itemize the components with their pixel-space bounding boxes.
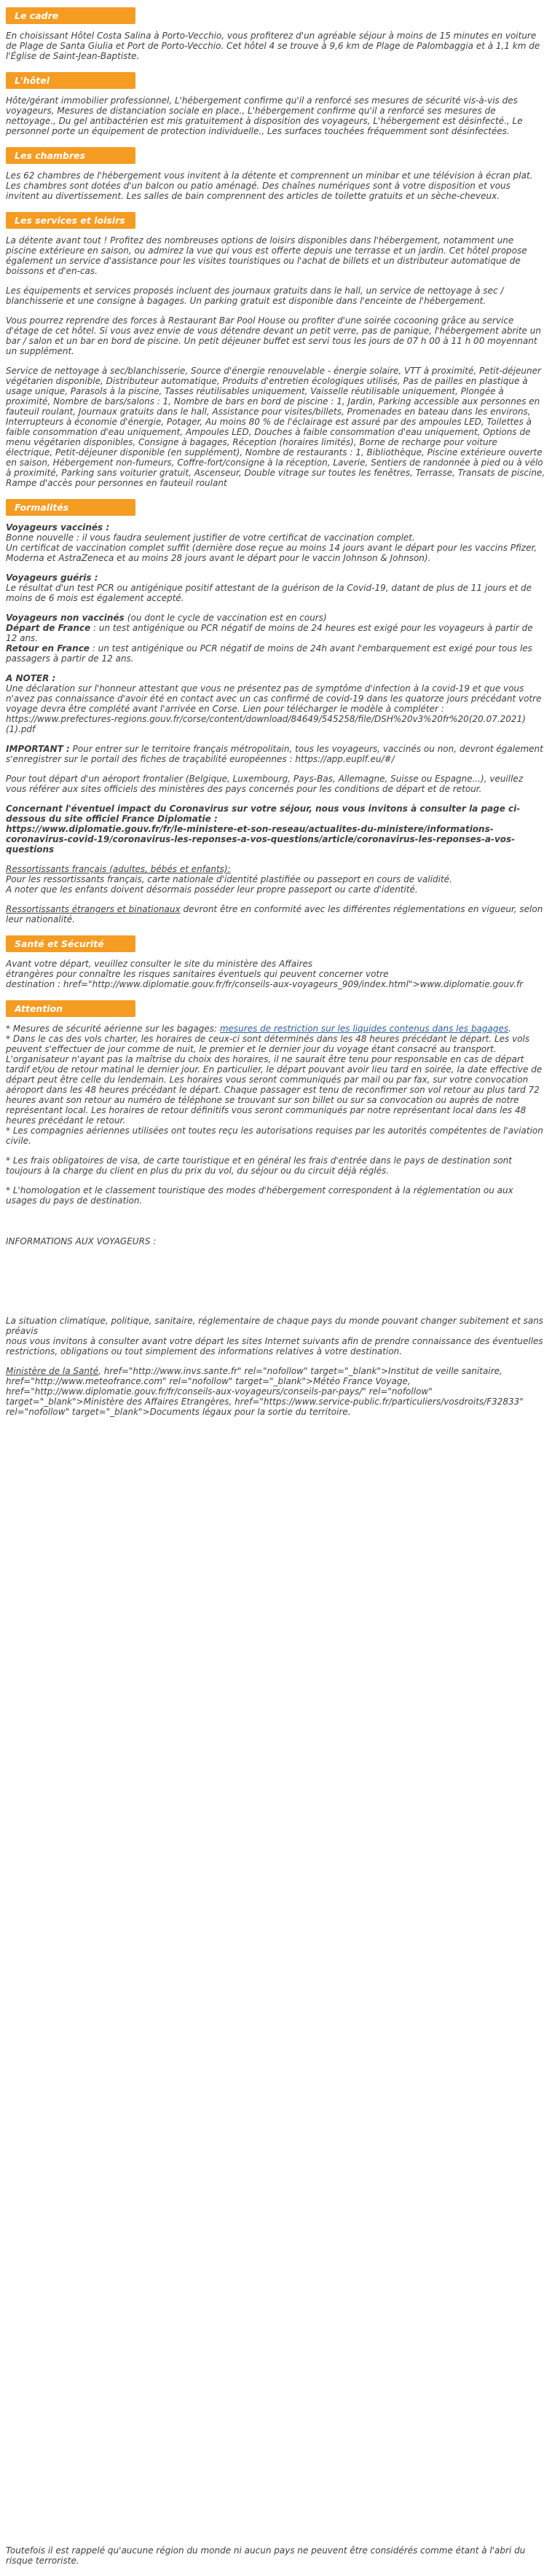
text-run: devront être en conformité avec les différentes réglementations en vigueur, selon leur nationalité. bbox=[6, 904, 543, 924]
paragraph bbox=[6, 1185, 546, 1206]
spacer bbox=[6, 764, 546, 774]
text-run: Départ de France bbox=[6, 623, 91, 633]
text-run: Retour en France bbox=[6, 643, 90, 653]
text-run: Voyageurs guéris : bbox=[6, 573, 98, 583]
spacer bbox=[6, 1356, 546, 1366]
text-run: Pour entrer sur le territoire français métropolitain, tous les voyageurs, vaccinés ou non, devront également s'enregistrer sur le portail des fiches de traçabilité européennes : https://app.euplf.eu/#/ bbox=[6, 744, 543, 764]
section-header-attention: Attention bbox=[6, 1000, 135, 1017]
text-run: Pour les ressortissants français, carte nationale d'identité plastifiée ou passeport en cours de validité. bbox=[6, 874, 452, 884]
text-run: En choisissant Hôtel Costa Salina à Porto-Vecchio, vous profiterez d'un agréable séjour à moins de 15 minutes en voiture de Plage de Santa Giulia et Port de Porto-Vecchio. Cet hôtel 4 se trouve à 9,6 km de Plage de Palombaggia et à 1,1 km de l'Église de Saint-Jean-Baptiste. bbox=[6, 31, 540, 61]
spacer bbox=[6, 563, 546, 573]
section-header-chambres: Les chambres bbox=[6, 147, 135, 164]
ministere-sante-link[interactable]: Ministère de la Santé bbox=[6, 1366, 99, 1376]
spacer bbox=[6, 1176, 546, 1185]
text-run: Ressortissants étrangers et binationaux bbox=[6, 904, 181, 914]
paragraph bbox=[6, 643, 546, 664]
spacer bbox=[6, 306, 546, 315]
text-run: Ressortissants français (adultes, bébés et enfants): bbox=[6, 864, 231, 874]
paragraph bbox=[6, 959, 546, 989]
paragraph bbox=[6, 673, 546, 683]
section-header-sante-securite: Santé et Sécurité bbox=[6, 935, 135, 952]
text-run: Voyageurs vaccinés : bbox=[6, 522, 110, 533]
paragraph bbox=[6, 573, 546, 583]
section-header-formalites: Formalités bbox=[6, 499, 135, 516]
text-run: (ou dont le cycle de vaccination est en cours) bbox=[127, 613, 327, 623]
text-run: Un certificat de vaccination complet suffit (dernière dose reçue au moins 14 jours avant le départ pour les vaccins Pfizer, Moderna et AstraZeneca et au moins 28 jours avant le départ pour le vaccin Johnson & Johnson). bbox=[6, 543, 537, 563]
text-run: Voyageurs non vaccinés bbox=[6, 613, 127, 623]
paragraph bbox=[6, 1024, 546, 1034]
paragraph bbox=[6, 583, 546, 603]
spacer bbox=[6, 356, 546, 366]
text-run: Avant votre départ, veuillez consulter le site du ministère des Affaires bbox=[6, 959, 313, 969]
text-run: https://www.prefectures-regions.gouv.fr/corse/content/download/84649/545258/file/DSH%20v3%20fr%20(20.07.2021)(1).pdf bbox=[6, 714, 526, 734]
paragraph bbox=[6, 1126, 546, 1146]
paragraph bbox=[6, 522, 546, 533]
text-run: * Dans le cas des vols charter, les horaires de ceux-ci sont déterminés dans les 48 heures précédant le départ. Les vols peuvent s'effectuer de jour comme de nuit, le premier et le dernier jour du voyage étant consacré au transport. L'organisateur n'ayant pas la maîtrise du choix des horaires, il ne saurait être tenu pour responsable en cas de départ tardif et/ou de retour matinal le dernier jour. En particulier, le départ pouvant avoir lieu tard en soirée, la date effective de départ peut être celle du lendemain. Les horaires vous seront communiqués par mail ou par fax, sur votre convocation aéroport dans les 48 heures précédant le départ. Chaque passager est tenu de reconfirmer son vol retour au plus tard 72 heures avant son retour au numéro de téléphone se trouvant sur son billet ou sur sa convocation ou auprès de notre représentant local. Les horaires de retour définitifs vous seront communiqués par notre représentant local dans les 48 heures précédant le retour. bbox=[6, 1034, 543, 1126]
paragraph bbox=[6, 874, 546, 884]
text-run: nous vous invitons à consulter avant votre départ les sites Internet suivants afin de prendre connaissance des éventuelles restrictions, obligations ou tout simplement des informations relatives à votre destination. bbox=[6, 1336, 543, 1356]
text-run: * Les frais obligatoires de visa, de carte touristique et en général les frais d'entrée dans le pays de destination sont toujours à la charge du client en plus du prix du vol, du séjour ou du circuit déjà réglés. bbox=[6, 1155, 512, 1176]
paragraph bbox=[6, 286, 546, 306]
text-run: Service de nettoyage à sec/blanchisserie, Source d'énergie renouvelable - énergie solaire, VTT à proximité, Petit-déjeuner végétarien disponible, Distributeur automatique, Produits d'entretien écologiques utilisés, Pas de pailles en plastique à usage unique, Parasols à la piscine, Tasses réutilisables uniquement, Vaisselle réutilisable uniquement, Plongée à proximité, Nombre de bars/salons : 1, Nombre de bars en bord de piscine : 1, Jardin, Parking accessible aux personnes en fauteuil roulant, Journaux gratuits dans le hall, Assistance pour visites/billets, Promenades en bateau dans les environs, Interrupteurs à économie d'énergie, Potager, Au moins 80 % de l'éclairage est assuré par des ampoules LED, Toilettes à faible consommation d'eau uniquement, Ampoules LED, Douches à faible consommation d'eau uniquement, Options de menu végétarien disponibles, Consigne à bagages, Réception (horaires limités), Borne de recharge pour voiture électrique, Petit-déjeuner disponible (en supplément), Nombre de restaurants : 1, Bibliothèque, Piscine extérieure ouverte en saison, Hébergement non-fumeurs, Coffre-fort/consigne à la réception, Laverie, Sentiers de randonnée à pied ou à vélo à proximité, Parking sans voiturier gratuit, Ascenseur, Double vitrage sur toutes les fenêtres, Terrasse, Transats de piscine, Rampe d'accès pour personnes en fauteuil roulant bbox=[6, 366, 545, 488]
text-run: https://www.diplomatie.gouv.fr/fr/le-ministere-et-son-reseau/actualites-du-ministere/informations-coronavirus-covid-19/coronavirus-les-reponses-a-vos-questions/article/coronavirus-les-reponses-a-vos-questions bbox=[6, 824, 516, 855]
text-run: : un test antigénique ou PCR négatif de moins de 24h avant l'embarquement est exigé pour tous les passagers à partir de 12 ans. bbox=[6, 643, 532, 664]
section-header-cadre: Le cadre bbox=[6, 7, 135, 24]
paragraph bbox=[6, 235, 546, 276]
section-chambres bbox=[6, 147, 546, 201]
section-hotel bbox=[6, 72, 546, 136]
text-run: Bonne nouvelle : il vous faudra seulement justifier de votre certificat de vaccination complet. bbox=[6, 533, 415, 543]
text-run: INFORMATIONS AUX VOYAGEURS : bbox=[6, 1236, 157, 1246]
text-run: : un test antigénique ou PCR négatif de moins de 24 heures est exigé pour les voyageurs à partir de 12 ans. bbox=[6, 623, 533, 643]
paragraph bbox=[6, 884, 546, 895]
paragraph bbox=[6, 1316, 546, 1336]
text-run: La situation climatique, politique, sanitaire, réglementaire de chaque pays du monde pouvant changer subitement et sans préavis bbox=[6, 1316, 544, 1336]
paragraph bbox=[6, 543, 546, 563]
spacer bbox=[6, 276, 546, 286]
text-run: A NOTER : bbox=[6, 673, 56, 683]
text-run: . bbox=[508, 1024, 511, 1034]
text-run: * Mesures de sécurité aérienne sur les bagages: bbox=[6, 1024, 220, 1034]
paragraph bbox=[6, 744, 546, 764]
paragraph bbox=[6, 31, 546, 61]
paragraph bbox=[6, 824, 546, 855]
section-cadre bbox=[6, 7, 546, 61]
text-run: , href="http://www.invs.sante.fr" rel="nofollow" target="_blank">Institut de veille sanitaire, href="http://www.meteofrance.com" rel="nofollow" target="_blank">Météo France Voyage, href="http://www.diplomatie.gouv.fr/fr/conseils-aux-voyageurs/conseils-par-pays/" rel="nofollow" target="_blank">Ministère des Affaires Etrangères, href="https://www.service-public.fr/particuliers/vosdroits/F32833" rel="nofollow" target="_blank">Documents légaux pour la sortie du territoire. bbox=[6, 1366, 524, 1417]
text-run: * Les compagnies aériennes utilisées ont toutes reçu les autorisations requises par les autorités compétentes de l'aviation civile. bbox=[6, 1126, 543, 1146]
spacer bbox=[6, 664, 546, 673]
text-run: A noter que les enfants doivent désormais posséder leur propre passeport ou carte d'identité. bbox=[6, 884, 418, 895]
text-run: * L'homologation et le classement touristique des modes d'hébergement correspondent à la réglementation ou aux usages du pays de destination. bbox=[6, 1185, 513, 1206]
section-sante-securite bbox=[6, 935, 546, 989]
text-run: Hôte/gérant immobilier professionnel, L'hébergement confirme qu'il a renforcé ses mesures de sécurité vis-à-vis des voyageurs, Mesures de distanciation sociale en place., L'hébergement confirme qu'il a renforcé ses mesures de nettoyage., Du gel antibactérien est mis gratuitement à disposition des voyageurs, L'hébergement est désinfecté., Le personnel porte un équipement de protection individuelle., Les surfaces touchées fréquemment sont désinfectées. bbox=[6, 95, 523, 136]
paragraph bbox=[6, 1236, 546, 1246]
section-attention bbox=[6, 1000, 546, 1417]
paragraph bbox=[6, 904, 546, 924]
text-run: Vous pourrez reprendre des forces à Restaurant Bar Pool House ou profiter d'une soirée cocooning grâce au service d'étage de cet hôtel. Si vous avez envie de vous détendre devant un petit verre, pas de panique, l'hébergement abrite un bar / salon et un bar en bord de piscine. Un petit déjeuner buffet est servi tous les jours de 07 h 00 à 11 h 00 moyennant un supplément. bbox=[6, 315, 541, 356]
text-run: La détente avant tout ! Profitez des nombreuses options de loisirs disponibles dans l'hébergement, notamment une piscine extérieure en saison, ou admirez la vue qui vous est offerte depuis une terrasse et un jardin. Cet hôtel propose également un service d'assistance pour les visites touristiques ou l'achat de billets et un distributeur automatique de boissons et d'en-cas. bbox=[6, 235, 527, 276]
paragraph bbox=[6, 774, 546, 794]
paragraph bbox=[6, 714, 546, 734]
spacer bbox=[6, 794, 546, 804]
spacer bbox=[6, 734, 546, 744]
spacer bbox=[6, 1206, 546, 1236]
paragraph bbox=[6, 315, 546, 356]
text-run: Pour tout départ d'un aéroport frontalier (Belgique, Luxembourg, Pays-Bas, Allemagne, Suisse ou Espagne...), veuillez vous référer aux sites officiels des ministères des pays concernés pour les conditions de départ et de retour. bbox=[6, 774, 524, 794]
liquids-restriction-link[interactable]: mesures de restriction sur les liquides contenus dans les bagages bbox=[219, 1024, 509, 1034]
paragraph bbox=[6, 804, 546, 824]
text-run: Concernant l'éventuel impact du Coronavirus sur votre séjour, nous vous invitons à consulter la page ci-dessous du site officiel France Diplomatie : bbox=[6, 804, 521, 824]
paragraph bbox=[6, 1034, 546, 1126]
terrorism-risk-note: Toutefois il est rappelé qu'aucune région du monde ni aucun pays ne peuvent être considérés comme étant à l'abri du risque terroriste. bbox=[6, 2545, 526, 2566]
paragraph bbox=[6, 683, 546, 714]
sections-container bbox=[6, 7, 546, 1417]
text-run: Une déclaration sur l'honneur attestant que vous ne présentez pas de symptôme d'infection à la covid-19 et que vous n'avez pas connaissance d'avoir été en contact avec un cas confirmé de covid-19 dans les quatorze jours précédant votre voyage devra être complété avant l'arrivée en Corse. Lien pour télécharger le modèle à compléter : bbox=[6, 683, 542, 714]
paragraph bbox=[6, 170, 546, 201]
spacer bbox=[6, 1146, 546, 1155]
paragraph bbox=[6, 95, 546, 136]
text-run: destination : href="http://www.diplomatie.gouv.fr/fr/conseils-aux-voyageurs_909/index.html">www.diplomatie.gouv.fr bbox=[6, 979, 524, 989]
paragraph bbox=[6, 864, 546, 874]
text-run: Les équipements et services proposés incluent des journaux gratuits dans le hall, un service de nettoyage à sec / blanchisserie et une consigne à bagages. Un parking gratuit est disponible dans l'enceinte de l'hébergement. bbox=[6, 286, 504, 306]
paragraph bbox=[6, 1366, 546, 1417]
paragraph bbox=[6, 613, 546, 623]
spacer bbox=[6, 855, 546, 864]
paragraph bbox=[6, 366, 546, 488]
section-header-hotel: L'hôtel bbox=[6, 72, 135, 89]
paragraph bbox=[6, 1155, 546, 1176]
text-run: Le résultat d'un test PCR ou antigénique positif attestant de la guérison de la Covid-19, datant de plus de 11 jours et de moins de 6 mois est également accepté. bbox=[6, 583, 532, 603]
paragraph bbox=[6, 623, 546, 643]
text-run: IMPORTANT : bbox=[6, 744, 70, 754]
text-run: étrangères pour connaître les risques sanitaires éventuels qui peuvent concerner votre bbox=[6, 969, 389, 979]
section-formalites bbox=[6, 499, 546, 924]
section-services-loisirs bbox=[6, 212, 546, 488]
spacer bbox=[6, 895, 546, 904]
text-run: Les 62 chambres de l'hébergement vous invitent à la détente et comprennent un minibar et une télévision à écran plat. Les chambres sont dotées d'un balcon ou patio aménagé. Des chaînes numériques sont à votre disposition et vous invitent au divertissement. Les salles de bain comprennent des articles de toilette gratuits et un sèche-cheveux. bbox=[6, 170, 533, 201]
spacer bbox=[6, 603, 546, 613]
paragraph bbox=[6, 533, 546, 543]
paragraph bbox=[6, 1336, 546, 1356]
section-header-services-loisirs: Les services et loisirs bbox=[6, 212, 135, 229]
spacer bbox=[6, 1246, 546, 1316]
